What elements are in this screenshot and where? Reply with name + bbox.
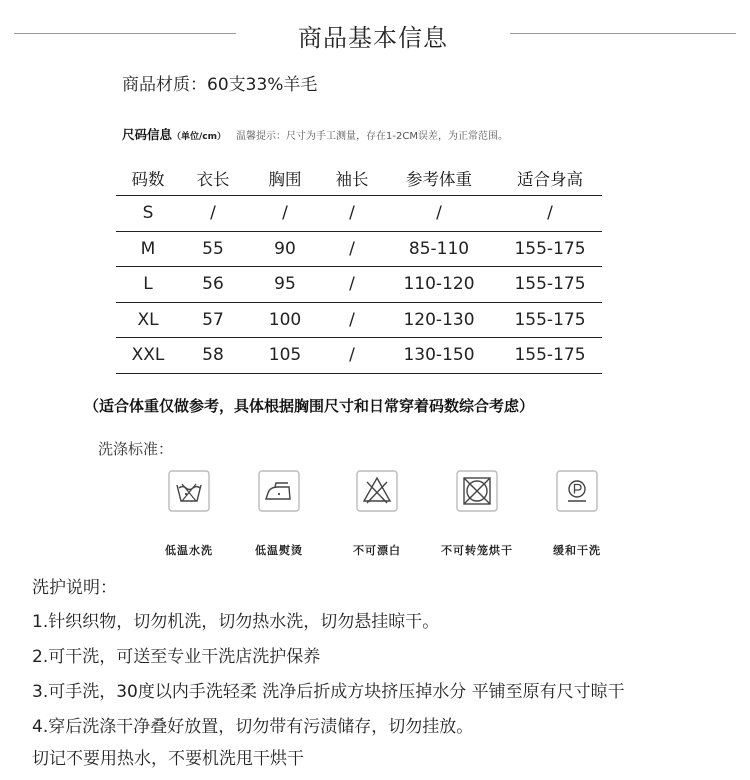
table-cell: 105 <box>268 345 302 366</box>
no-bleach-icon <box>356 470 398 512</box>
care-instructions-title: 洗护说明： <box>32 578 117 598</box>
table-cell: 95 <box>274 274 296 295</box>
size-table <box>116 160 602 374</box>
table-cell: 58 <box>202 345 224 366</box>
care-item: 4.穿后洗涤干净叠好放置，切勿带有污渍储存，切勿挂放。 <box>32 717 474 737</box>
size-table-header-row <box>116 160 602 196</box>
washing-standard-title: 洗涤标准： <box>98 440 174 458</box>
table-cell: 55 <box>202 238 224 259</box>
table-cell: 120-130 <box>403 309 475 330</box>
table-cell: 100 <box>268 309 302 330</box>
table-cell: XXL <box>131 345 165 366</box>
table-cell: / <box>349 309 355 330</box>
material-info: 商品材质：60支33%羊毛 <box>122 75 318 95</box>
table-cell: 85-110 <box>408 238 470 259</box>
column-header-size: 码数 <box>131 169 165 189</box>
care-item: 3.可手洗，30度以内手洗轻柔 洗净后折成方块挤压掉水分 平铺至原有尺寸晾干 <box>32 682 625 702</box>
table-cell: / <box>210 203 216 224</box>
table-cell: / <box>349 203 355 224</box>
table-row <box>116 267 602 303</box>
table-cell: / <box>349 345 355 366</box>
no-tumble-dry-label: 不可转笼烘干 <box>441 544 513 557</box>
care-item: 2.可干洗，可送至专业干洗店洗护保养 <box>32 647 321 667</box>
table-row <box>116 196 602 232</box>
size-info-unit: （单位/cm） <box>172 132 227 142</box>
table-cell: 57 <box>202 309 224 330</box>
column-header-chest: 胸围 <box>268 169 302 189</box>
table-row <box>116 231 602 267</box>
table-cell: / <box>349 238 355 259</box>
table-cell: 56 <box>202 274 224 295</box>
table-cell: 130-150 <box>403 345 475 366</box>
size-reference-note: （适合体重仅做参考，具体根据胸围尺寸和日常穿着码数综合考虑） <box>84 397 535 415</box>
table-cell: / <box>282 203 288 224</box>
table-cell: 155-175 <box>514 238 586 259</box>
no-tumble-dry-icon <box>456 470 498 512</box>
table-cell: / <box>436 203 442 224</box>
table-cell: XL <box>137 309 159 330</box>
gentle-dry-clean-icon <box>556 470 598 512</box>
low-temp-wash-label: 低温水洗 <box>165 544 213 557</box>
column-header-length: 衣长 <box>196 169 230 189</box>
page-title: 商品基本信息 <box>298 24 448 52</box>
table-cell: 155-175 <box>514 345 586 366</box>
section-header <box>0 14 750 54</box>
table-cell: 155-175 <box>514 309 586 330</box>
column-header-weight: 参考体重 <box>406 169 472 189</box>
low-temp-iron-label: 低温熨烫 <box>255 544 303 557</box>
table-row <box>116 302 602 338</box>
header-divider-left <box>14 33 236 34</box>
washing-icons <box>0 470 750 560</box>
table-cell: 155-175 <box>514 274 586 295</box>
low-temp-wash-icon <box>168 470 210 512</box>
table-cell: 110-120 <box>403 274 475 295</box>
size-info-line <box>122 124 508 143</box>
table-cell: M <box>140 238 156 259</box>
table-cell: 90 <box>274 238 296 259</box>
table-cell: / <box>349 274 355 295</box>
table-row <box>116 338 602 374</box>
table-cell: S <box>142 203 154 224</box>
size-info-tip: 温馨提示：尺寸为手工测量，存在1-2CM误差，为正常范围。 <box>236 131 508 142</box>
low-temp-iron-icon <box>258 470 300 512</box>
column-header-height: 适合身高 <box>517 169 583 189</box>
header-divider-right <box>510 33 736 34</box>
care-item: 1.针织织物，切勿机洗，切勿热水洗，切勿悬挂晾干。 <box>32 612 440 632</box>
table-cell: / <box>547 203 553 224</box>
no-bleach-label: 不可漂白 <box>353 544 401 557</box>
gentle-dry-clean-label: 缓和干洗 <box>553 544 601 557</box>
size-info-label: 尺码信息 <box>122 127 173 142</box>
column-header-sleeve: 袖长 <box>335 169 369 189</box>
care-reminder: 切记不要用热水，不要机洗甩干烘干 <box>32 749 304 769</box>
table-cell: L <box>143 274 153 295</box>
